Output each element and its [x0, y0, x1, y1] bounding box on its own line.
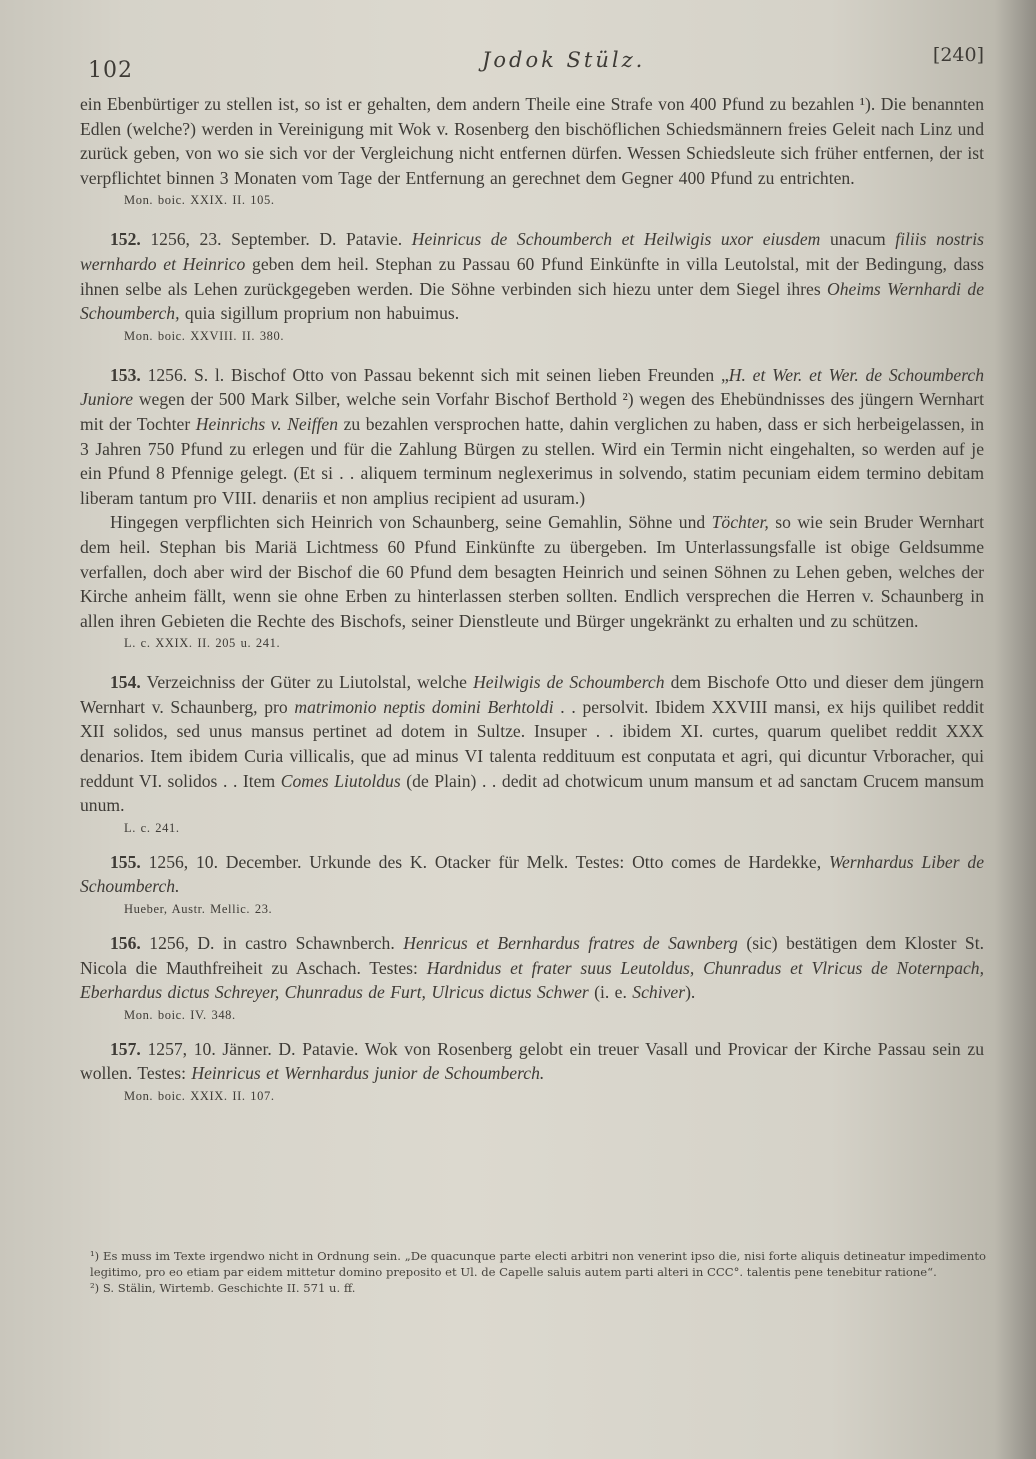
entry-153: 153. 1256. S. l. Bischof Otto von Passau bekennt sich mit seinen lieben Freunden „H. et Wer. et Wer. de Schoumberch Juniore wegen der 500 Mark Silber, welche sein Vorfahr Bischof Berthold ²) wegen des Ehebündnisses des jüngern Wernhart mit der Tochter Heinrichs v. Neiffen zu bezahlen versprochen hatte, dahin verglichen zu haben, dass er sich herbeigelassen, in 3 Jahren 750 Pfund zu erlegen und für die Zahlung Bürgen zu stellen. Wird ein Termin nicht eingehalten, so werden auf je ein Pfund 8 Pfennige gelegt. (Et si . . aliquem terminum neglexerimus in solvendo, statim pecuniam eidem termino debitam liberam tantum pro VIII. denariis et non amplius recipient ad usuram.) — [80, 364, 984, 508]
running-title: Jodok Stülz. — [482, 48, 646, 72]
entry-source: Mon. boic. XXVIII. II. 380. — [124, 328, 285, 343]
entry-153-paragraph-2: Hingegen verpflichten sich Heinrich von Schaunberg, seine Gemahlin, Söhne und Töchter, so wie sein Bruder Wernhart dem heil. Stephan bis Mariä Lichtmess 60 Pfund Einkünfte zu übergeben. Im Unterlassungsfalle ist obige Geldsumme verfallen, doch aber wird der Bischof die 60 Pfund dem besagten Heinrich und seinen Söhnen zu Lehen geben, welches der Kirche anheim fällt, wenn sie ohne Erben zu hinterlassen sterben sollten. Endlich versprechen die Herren v. Schaunberg in allen ihren Gebieten die Rechte des Bischofs, seiner Dienstleute und Bürger ungekränkt zu erhalten und zu schützen. — [80, 512, 984, 631]
entry-source: L. c. XXIX. II. 205 u. 241. — [124, 636, 281, 651]
bracket-page-number: [240] — [932, 44, 984, 66]
page-header — [86, 44, 986, 84]
entry-157: 157. 1257, 10. Jänner. D. Patavie. Wok von Rosenberg gelobt ein treuer Vasall und Provicar der Kirche Passau sein zu wollen. Testes: Heinricus et Wernhardus junior de Schoumberch. — [80, 1038, 984, 1084]
page-number: 102 — [88, 58, 133, 83]
entry-source: Mon. boic. XXIX. II. 105. — [124, 193, 275, 208]
entry-154: 154. Verzeichniss der Güter zu Liutolstal, welche Heilwigis de Schoumberch dem Bischofe Otto und dieser dem jüngern Wernhart v. Schaunberg, pro matrimonio neptis domini Berhtoldi . . persolvit. Ibidem XXVIII mansi, ex hijs quilibet reddit XII solidos, sed unus mansus pertinet ad dotem in Sultze. Insuper . . ibidem XI. curtes, quarum quelibet reddit XXX denarios. Item ibidem Curia villicalis, que ad minus VI talenta reddituum est conputata et agri, qui dicuntur Vrboracher, qui reddunt VI. solidos . . Item Comes Liutoldus (de Plain) . . dedit ad chotwicum unum mansum et ad sanctam Crucem mansum unum. — [80, 672, 985, 816]
entry-source: L. c. 241. — [124, 820, 180, 835]
entry-number: 156. — [110, 933, 141, 954]
entry-number: 152. — [110, 229, 141, 250]
footnote-1: ¹) Es muss im Texte irgendwo nicht in Ordnung sein. „De quacunque parte electi arbitri non venerint ipso die, nisi forte aliquis detineatur impedimento legitimo, pro eo etiam par eidem mittetur domino preposito et Ul. de Capelle saluis autem parti alteri in CCC°. talentis pene tenebitur ratione“. — [90, 1249, 986, 1279]
entry-source: Hueber, Austr. Mellic. 23. — [124, 902, 273, 917]
entry-number: 154. — [110, 672, 141, 693]
entry-155: 155. 1256, 10. December. Urkunde des K. Otacker für Melk. Testes: Otto comes de Hardekke, Wernhardus Liber de Schoumberch. — [80, 851, 985, 897]
entry-number: 155. — [110, 851, 141, 872]
entry-152: 152. 1256, 23. September. D. Patavie. Heinricus de Schoumberch et Heilwigis uxor eiusdem unacum filiis nostris wernhardo et Heinrico geben dem heil. Stephan zu Passau 60 Pfund Einkünfte in villa Leutolstal, mit der Bedingung, dass ihnen selbe als Lehen zurückgegeben werden. Die Söhne verbinden sich hiezu unter dem Siegel ihres Oheims Wernhardi de Schoumberch, quia sigillum proprium non habuimus. — [80, 229, 984, 324]
main-text — [80, 92, 984, 1104]
footnotes — [90, 1248, 986, 1296]
entry-156: 156. 1256, D. in castro Schawnberch. Henricus et Bernhardus fratres de Sawnberg (sic) bestätigen dem Kloster St. Nicola die Mauthfreiheit zu Aschach. Testes: Hardnidus et frater suus Leutoldus, Chunradus et Vlricus de Noternpach, Eberhardus dictus Schreyer, Chunradus de Furt, Ulricus dictus Schwer (i. e. Schiver). — [80, 933, 984, 1003]
entry-source: Mon. boic. XXIX. II. 107. — [124, 1089, 275, 1103]
entry-continuation: ein Ebenbürtiger zu stellen ist, so ist er gehalten, dem andern Theile eine Strafe von 400 Pfund zu bezahlen ¹). Die benannten Edlen (welche?) werden in Vereinigung mit Wok v. Rosenberg den bischöflichen Schiedsmännern freies Geleit nach Linz und zurück geben, von wo sie sich vor der Vergleichung nicht entfernen dürfen. Wessen Schiedsleute sich früher entfernen, der ist verpflichtet binnen 3 Monaten vom Tage der Entfernung an gerechnet dem Gegner 400 Pfund zu entrichten. — [80, 94, 984, 188]
footnote-2: ²) S. Stälin, Wirtemb. Geschichte II. 571 u. ff. — [90, 1281, 356, 1295]
entry-number: 157. — [110, 1038, 141, 1059]
entry-number: 153. — [110, 364, 141, 385]
entry-source: Mon. boic. IV. 348. — [124, 1007, 236, 1022]
